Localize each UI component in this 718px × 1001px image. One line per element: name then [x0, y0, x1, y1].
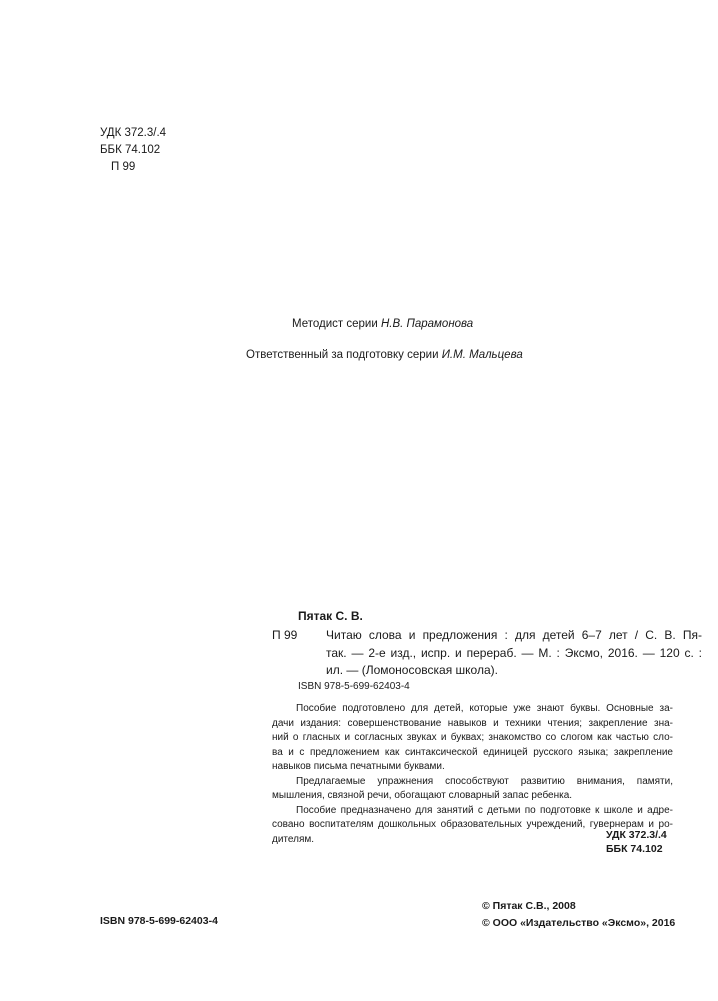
- catalog-author: Пятак С. В.: [298, 609, 363, 623]
- annotation-line: дителям.: [272, 833, 315, 845]
- catalog-code: П 99: [272, 628, 298, 642]
- copyright-publisher: © ООО «Издательство «Эксмо», 2016: [482, 917, 676, 929]
- annotation-line: дачи издания: совершенствование навыков и техники чтения; закрепление зна-: [272, 717, 673, 729]
- author-sign-code: П 99: [111, 161, 136, 173]
- methodist-name: Н.В. Парамонова: [380, 318, 474, 330]
- annotation-line: Пособие подготовлено для детей, которые уже знают буквы. Основные за-: [296, 703, 673, 714]
- bbk-code: ББК 74.102: [100, 144, 161, 156]
- copyright-author: © Пятак С.В., 2008: [482, 900, 576, 912]
- catalog-line: ил. — (Ломоносовская школа).: [326, 663, 498, 677]
- copyright-notice: [482, 898, 675, 932]
- classification-codes-top: [100, 125, 166, 176]
- annotation-line: совано воспитателям дошкольных образовательных учреждений, гувернерам и ро-: [272, 819, 673, 830]
- catalog-line: Читаю слова и предложения : для детей 6–7 лет / С. В. Пя-: [326, 628, 702, 642]
- udk-code: УДК 372.3/.4: [100, 127, 167, 139]
- annotation-line: навыков письма печатными буквами.: [272, 761, 445, 772]
- annotation-line: Пособие предназначено для занятий с детьми по подготовке к школе и адре-: [296, 804, 673, 816]
- catalog-description: [326, 627, 702, 680]
- annotation-line: ва и с предложением как синтаксической единицей русского языка; закрепление: [272, 746, 673, 758]
- responsible-name: И.М. Мальцева: [441, 349, 523, 361]
- classification-codes-bottom: [606, 828, 667, 856]
- catalog-line: так. — 2-е изд., испр. и перераб. — М. : Эксмо, 2016. — 120 с. :: [326, 645, 702, 660]
- responsible-credit: [246, 349, 523, 361]
- annotation-line: мышления, связной речи, обогащают словарный запас ребенка.: [272, 790, 573, 801]
- bbk-code-bottom: ББК 74.102: [606, 843, 663, 855]
- methodist-label: Методист серии: [292, 318, 378, 330]
- responsible-label: Ответственный за подготовку серии: [246, 349, 439, 361]
- udk-code-bottom: УДК 372.3/.4: [606, 829, 667, 841]
- catalog-isbn: ISBN 978-5-699-62403-4: [298, 681, 410, 692]
- isbn-bottom: ISBN 978-5-699-62403-4: [100, 915, 218, 927]
- methodist-credit: [292, 318, 473, 330]
- annotation-line: Предлагаемые упражнения способствуют развитию внимания, памяти,: [296, 775, 673, 787]
- annotation-line: ний о гласных и согласных звуках и буквах; знакомство со слогом как частью сло-: [272, 732, 673, 743]
- annotation: [272, 702, 673, 847]
